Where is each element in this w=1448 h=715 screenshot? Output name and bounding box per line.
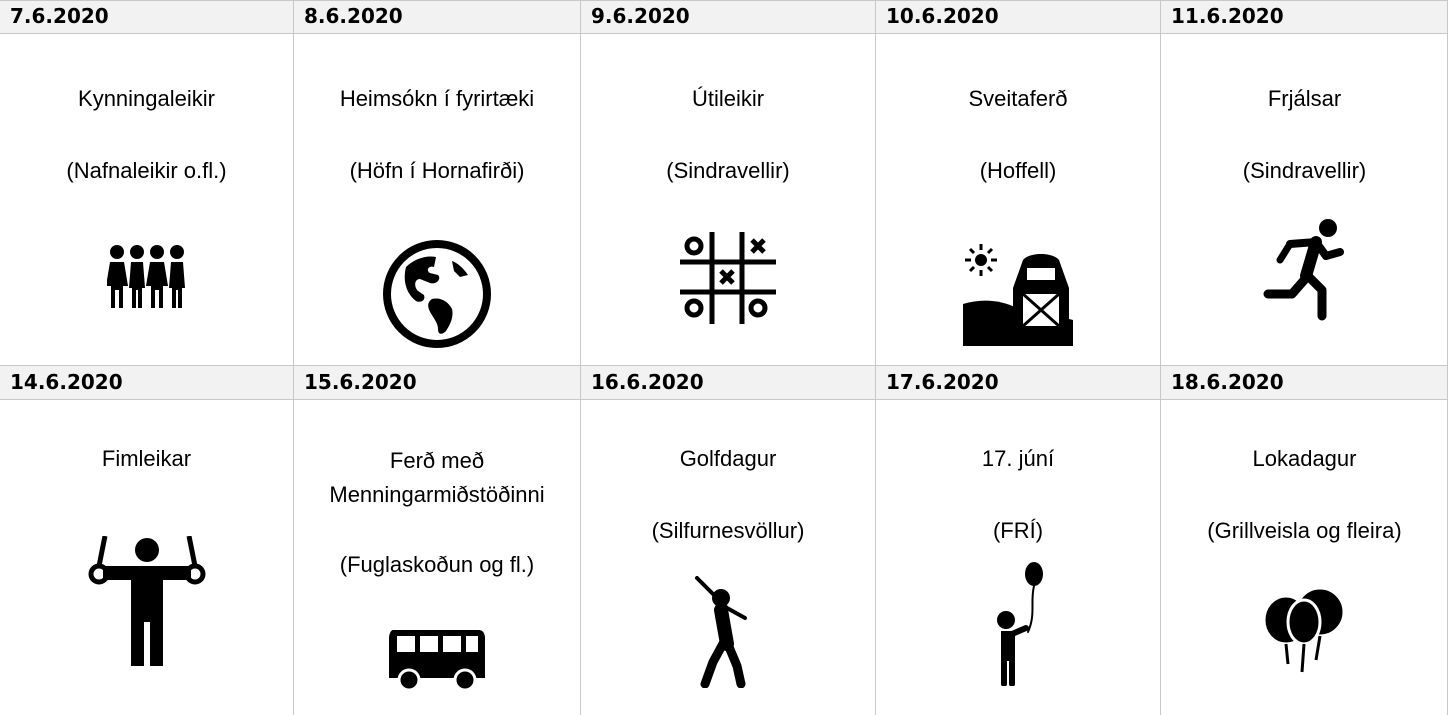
activity-name: Fimleikar: [101, 446, 192, 471]
day-cell: [294, 400, 580, 715]
date-header: [1161, 366, 1448, 399]
activity-name: Ferð með Menningarmiðstöðinni: [329, 448, 545, 507]
day-cell: [0, 400, 293, 715]
date-label: 8.6.2020: [304, 4, 403, 28]
activity-location: (Silfurnesvöllur): [651, 518, 805, 543]
balloons-icon: [1260, 588, 1350, 674]
activity-location: (Fuglaskoðun og fl.): [339, 552, 535, 577]
activity-name: 17. júní: [981, 446, 1055, 471]
activity-location: (FRÍ): [992, 518, 1044, 543]
date-label: 9.6.2020: [591, 4, 690, 28]
day-cell: [581, 400, 875, 715]
activity-name: Lokadagur: [1252, 446, 1357, 471]
day-cell: [876, 400, 1160, 715]
activity-location: (Hoffell): [979, 158, 1057, 183]
activity-name: Kynningaleikir: [78, 86, 215, 111]
activity-name: Útileikir: [691, 86, 765, 111]
table-border: [293, 0, 294, 715]
table-border: [0, 365, 1448, 366]
date-header: [294, 0, 580, 33]
globe-icon: [382, 239, 492, 349]
table-border: [580, 0, 581, 715]
tic-tac-toe-icon: [678, 230, 778, 326]
date-label: 16.6.2020: [591, 370, 704, 394]
day-cell: [1161, 34, 1448, 361]
runner-icon: [1260, 218, 1350, 322]
day-cell: [876, 34, 1160, 361]
date-label: 18.6.2020: [1171, 370, 1284, 394]
date-header: [581, 366, 875, 399]
table-border: [875, 0, 876, 715]
date-header: [876, 0, 1160, 33]
date-header: [294, 366, 580, 399]
date-header: [0, 0, 293, 33]
day-cell: [294, 34, 580, 361]
table-border: [0, 0, 1448, 1]
day-cell: [1161, 400, 1448, 715]
activity-name: Sveitaferð: [968, 86, 1068, 111]
gymnast-rings-icon: [87, 536, 207, 666]
day-cell: [581, 34, 875, 361]
date-label: 11.6.2020: [1171, 4, 1284, 28]
date-header: [0, 366, 293, 399]
date-header: [1161, 0, 1448, 33]
activity-name: Frjálsar: [1267, 86, 1342, 111]
day-cell: [0, 34, 293, 361]
date-header: [876, 366, 1160, 399]
child-balloon-icon: [988, 560, 1048, 686]
activity-location: (Nafnaleikir o.fl.): [66, 158, 227, 183]
activity-name: Heimsókn í fyrirtæki: [339, 86, 535, 111]
farm-barn-icon: [963, 242, 1073, 346]
date-header: [581, 0, 875, 33]
activity-location: (Höfn í Hornafirði): [349, 158, 525, 183]
date-label: 7.6.2020: [10, 4, 109, 28]
table-border: [0, 33, 1448, 34]
activity-location: (Grillveisla og fleira): [1207, 518, 1402, 543]
table-border: [1160, 0, 1161, 715]
bus-icon: [387, 628, 487, 692]
date-label: 14.6.2020: [10, 370, 123, 394]
activity-location: (Sindravellir): [666, 158, 790, 183]
children-group-icon: [107, 244, 187, 310]
date-label: 10.6.2020: [886, 4, 999, 28]
activity-location: (Sindravellir): [1242, 158, 1367, 183]
date-label: 15.6.2020: [304, 370, 417, 394]
golfer-icon: [693, 576, 763, 688]
table-border: [0, 399, 1448, 400]
date-label: 17.6.2020: [886, 370, 999, 394]
activity-name: Golfdagur: [679, 446, 777, 471]
